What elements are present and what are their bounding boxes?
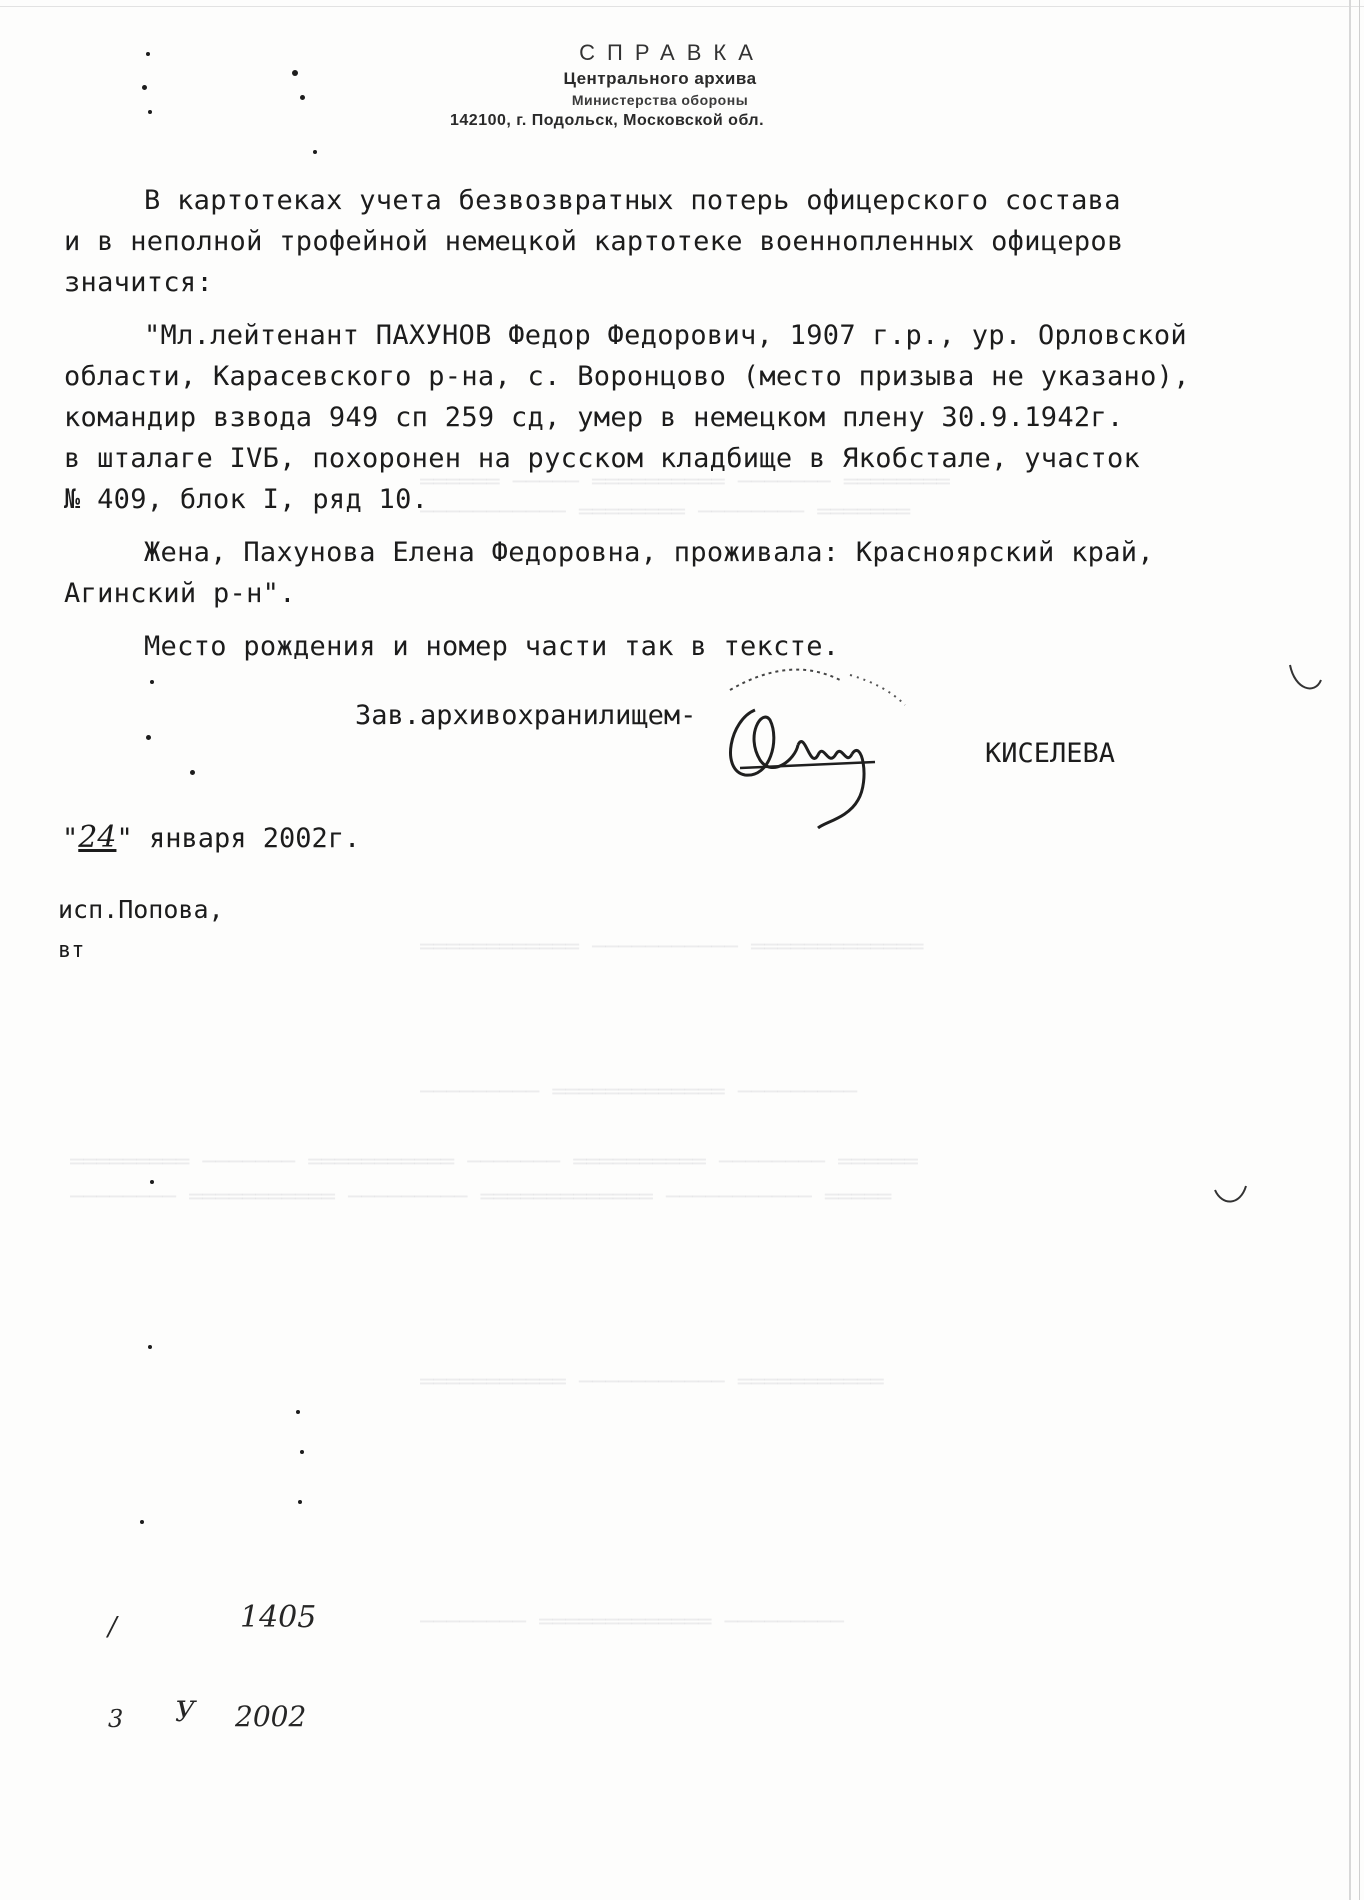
- signatory-name: КИСЕЛЕВА: [985, 738, 1116, 769]
- scan-speck: [150, 680, 154, 684]
- show-through-line: ══════ ───── ══════════ ─────── ════════: [420, 470, 950, 495]
- scan-speck: [313, 150, 317, 154]
- edge-curl-mark: [1285, 660, 1325, 700]
- date-open-quote: ": [62, 823, 79, 854]
- letterhead-ministry: Министерства обороны: [571, 92, 749, 108]
- scan-speck: [300, 95, 305, 100]
- executor-initials: вт: [58, 938, 85, 963]
- handwritten-mark: 3: [108, 1705, 124, 1733]
- scan-speck: [190, 770, 195, 775]
- letterhead-title: СПРАВКА: [579, 40, 765, 65]
- show-through-line: ──────── ═══════════ ───────── ═════════════ ─────────── ═════: [70, 1185, 892, 1210]
- scan-speck: [142, 85, 147, 90]
- show-through-line: ═════════ ─────── ═══════════ ─────── ══════════ ──────── ══════: [70, 1150, 918, 1175]
- record-line: в шталаге IVБ, похоронен на русском кладбище в Якобстале, участок: [64, 443, 1141, 474]
- scan-speck: [292, 70, 298, 76]
- show-through-line: ═══════════ ─────────── ═══════════: [420, 1370, 884, 1395]
- letterhead-archive: Центрального архива: [563, 69, 757, 88]
- executor-name: исп.Попова,: [58, 895, 224, 924]
- intro-line: значится:: [64, 267, 213, 298]
- scan-speck: [140, 1520, 144, 1524]
- edge-curl-mark: [1210, 1170, 1250, 1210]
- scan-speck: [296, 1410, 300, 1414]
- page-top-edge: [0, 0, 1364, 7]
- record-line: командир взвода 949 сп 259 сд, умер в немецком плену 30.9.1942г.: [64, 402, 1124, 433]
- scan-speck: [298, 1500, 302, 1504]
- show-through-line: ───────── ═════════════ ─────────: [420, 1080, 858, 1105]
- handwritten-mark: У: [175, 1695, 196, 1728]
- signatory-position: Зав.архивохранилищем-: [355, 700, 697, 731]
- scan-speck: [300, 1450, 304, 1454]
- handwritten-number: 1405: [240, 1600, 317, 1635]
- handwritten-signature: [700, 650, 950, 840]
- date-month-year: " января 2002г.: [116, 823, 361, 854]
- letterhead-address: 142100, г. Подольск, Московской обл.: [450, 112, 765, 129]
- letterhead-stamp: [450, 40, 870, 130]
- scan-speck: [150, 1180, 154, 1184]
- record-line: "Мл.лейтенант ПАХУНОВ Федор Федорович, 1907 г.р., ур. Орловской: [144, 320, 1187, 351]
- document-body: [64, 180, 1204, 667]
- show-through-line: ──────── ═════════════ ─────────: [420, 1610, 844, 1635]
- intro-line: и в неполной трофейной немецкой картотеке военнопленных офицеров: [64, 226, 1124, 257]
- record-line: области, Карасевского р-на, с. Воронцово (место призыва не указано),: [64, 361, 1190, 392]
- scan-speck: [146, 735, 151, 740]
- show-through-line: ════════════ ─────────── ═════════════: [420, 935, 924, 960]
- date-day-handwritten: 24: [78, 820, 117, 855]
- wife-line: Жена, Пахунова Елена Федоровна, проживала: Красноярский край,: [144, 537, 1154, 568]
- record-line: № 409, блок I, ряд 10.: [64, 484, 429, 515]
- scan-speck: [146, 52, 150, 56]
- intro-line: В картотеках учета безвозвратных потерь офицерского состава: [144, 185, 1121, 216]
- scan-speck: [148, 110, 152, 114]
- page-right-edge: [1349, 0, 1360, 1900]
- note-line: Место рождения и номер части так в тексте.: [144, 631, 840, 662]
- wife-line: Агинский р-н".: [64, 578, 296, 609]
- show-through-line: ─────────── ════════ ──────── ═══════: [420, 500, 911, 525]
- handwritten-mark: /: [108, 1612, 117, 1642]
- handwritten-year: 2002: [235, 1700, 307, 1733]
- document-date: [62, 820, 360, 855]
- scan-speck: [148, 1345, 152, 1349]
